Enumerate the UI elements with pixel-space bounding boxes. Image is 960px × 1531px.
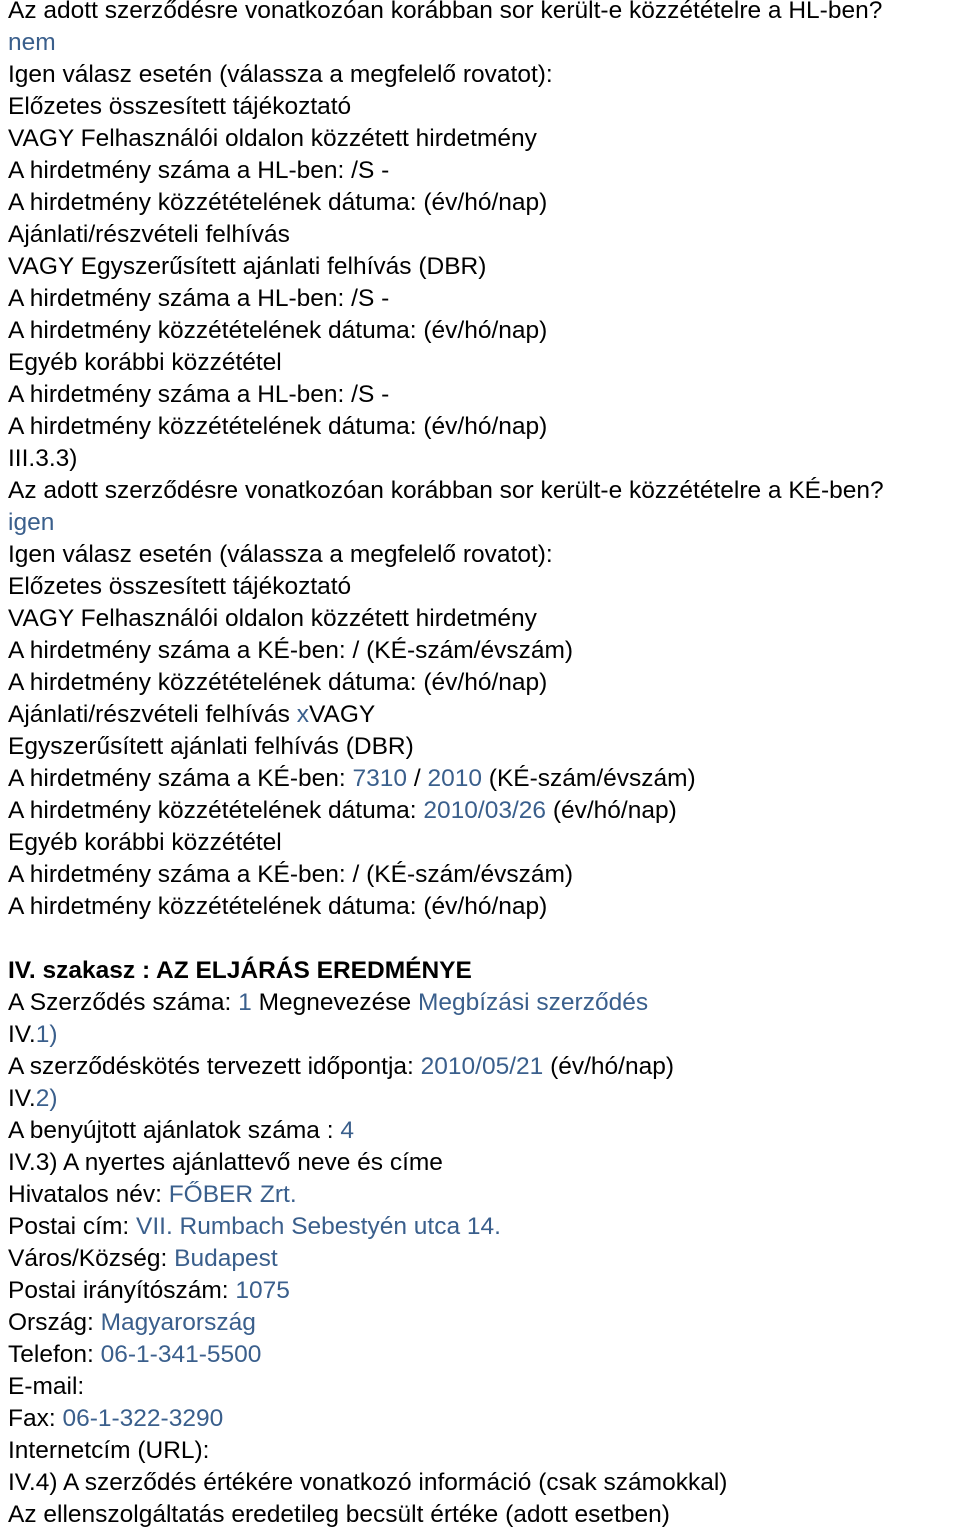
field-value: Magyarország [100, 1309, 256, 1336]
field-label: VAGY Felhasználói oldalon közzétett hirdetmény [8, 125, 537, 152]
text-line [8, 411, 960, 443]
field-value: x [296, 701, 309, 728]
field-label: Telefon: [8, 1341, 101, 1368]
field-label: Egyéb korábbi közzététel [8, 829, 282, 856]
section-heading: IV. szakasz : AZ ELJÁRÁS EREDMÉNYE [8, 957, 472, 984]
text-line [8, 1051, 960, 1083]
text-line [8, 539, 960, 571]
field-label: III.3.3) [8, 445, 78, 472]
field-label: A hirdetmény száma a HL-ben: /S - [8, 285, 390, 312]
field-label: A hirdetmény közzétételének dátuma: (év/hó/nap) [8, 669, 548, 696]
field-label: A szerződéskötés tervezett időpontja: [8, 1053, 421, 1080]
text-line [8, 347, 960, 379]
field-label: A hirdetmény közzétételének dátuma: [8, 797, 424, 824]
text-line [8, 283, 960, 315]
blank-line [8, 923, 960, 955]
text-line [8, 507, 960, 539]
field-label: A hirdetmény közzétételének dátuma: (év/hó/nap) [8, 893, 548, 920]
text-line [8, 635, 960, 667]
field-value: 2010/05/21 [420, 1053, 544, 1080]
field-value: VII. Rumbach Sebestyén utca 14. [135, 1213, 501, 1240]
text-line [8, 1467, 960, 1499]
field-value: Budapest [174, 1245, 278, 1272]
text-line [8, 955, 960, 987]
field-value: Megbízási szerződés [417, 989, 649, 1016]
field-label: Ajánlati/részvételi felhívás [8, 701, 297, 728]
text-line [8, 827, 960, 859]
field-value: 1 [238, 989, 252, 1016]
text-line [8, 155, 960, 187]
field-label: Előzetes összesített tájékoztató [8, 93, 352, 120]
field-value: 1) [35, 1021, 58, 1048]
field-label: Az ellenszolgáltatás eredetileg becsült értéke (adott esetben) [8, 1501, 670, 1528]
text-line [8, 1083, 960, 1115]
text-line [8, 1371, 960, 1403]
field-label: Egyéb korábbi közzététel [8, 349, 282, 376]
text-line [8, 571, 960, 603]
text-line [8, 27, 960, 59]
text-line [8, 763, 960, 795]
field-label: Igen válasz esetén (válassza a megfelelő rovatot): [8, 61, 553, 88]
field-label: A hirdetmény közzétételének dátuma: (év/hó/nap) [8, 413, 548, 440]
field-value: 06-1-322-3290 [62, 1405, 224, 1432]
text-line [8, 315, 960, 347]
field-label: A hirdetmény közzétételének dátuma: (év/hó/nap) [8, 189, 548, 216]
field-label: Igen válasz esetén (válassza a megfelelő rovatot): [8, 541, 553, 568]
field-value: 2010 [427, 765, 482, 792]
field-label: E-mail: [8, 1373, 85, 1400]
text-line [8, 1307, 960, 1339]
field-value: FŐBER Zrt. [168, 1181, 297, 1208]
field-label: VAGY Felhasználói oldalon közzétett hirdetmény [8, 605, 537, 632]
field-value: 06-1-341-5500 [100, 1341, 262, 1368]
text-line [8, 795, 960, 827]
text-line [8, 667, 960, 699]
field-label: VAGY Egyszerűsített ajánlati felhívás (DBR) [8, 253, 487, 280]
text-line [8, 1019, 960, 1051]
text-line [8, 219, 960, 251]
field-value: 2) [35, 1085, 58, 1112]
field-label: A hirdetmény száma a KÉ-ben: / (KÉ-szám/évszám) [8, 637, 574, 664]
field-label: (KÉ-szám/évszám) [481, 765, 696, 792]
text-line [8, 1275, 960, 1307]
field-value: igen [8, 509, 55, 536]
text-line [8, 603, 960, 635]
field-label: Megnevezése [251, 989, 418, 1016]
field-label: IV.3) A nyertes ajánlattevő neve és címe [8, 1149, 443, 1176]
field-value: 7310 [352, 765, 408, 792]
field-label: Postai irányítószám: [8, 1277, 236, 1304]
field-value: 1075 [235, 1277, 290, 1304]
text-line [8, 443, 960, 475]
text-line [8, 123, 960, 155]
text-line [8, 1435, 960, 1467]
text-line [8, 987, 960, 1019]
field-value: 4 [340, 1117, 354, 1144]
field-label: IV. [8, 1085, 36, 1112]
text-line [8, 1179, 960, 1211]
text-line [8, 1147, 960, 1179]
field-label: / [407, 765, 428, 792]
field-label: Az adott szerződésre vonatkozóan korábban sor került-e közzétételre a HL-ben? [8, 0, 883, 24]
field-label: Internetcím (URL): [8, 1437, 210, 1464]
field-label: A hirdetmény száma a HL-ben: /S - [8, 157, 390, 184]
text-line [8, 475, 960, 507]
field-label: A hirdetmény száma a HL-ben: /S - [8, 381, 390, 408]
text-line [8, 731, 960, 763]
text-line [8, 859, 960, 891]
text-line [8, 251, 960, 283]
field-label: Város/Község: [8, 1245, 175, 1272]
text-line [8, 0, 960, 27]
text-line [8, 1211, 960, 1243]
field-label: (év/hó/nap) [543, 1053, 675, 1080]
text-line [8, 1115, 960, 1147]
text-line [8, 1403, 960, 1435]
text-line [8, 891, 960, 923]
field-label: A hirdetmény közzétételének dátuma: (év/hó/nap) [8, 317, 548, 344]
field-label: VAGY [308, 701, 376, 728]
field-label: A hirdetmény száma a KÉ-ben: / (KÉ-szám/évszám) [8, 861, 574, 888]
field-label: Hivatalos név: [8, 1181, 169, 1208]
text-line [8, 59, 960, 91]
field-label: A hirdetmény száma a KÉ-ben: [8, 765, 353, 792]
field-label: Az adott szerződésre vonatkozóan korábban sor került-e közzétételre a KÉ-ben? [8, 477, 884, 504]
text-line [8, 187, 960, 219]
text-line [8, 1499, 960, 1531]
field-label: Egyszerűsített ajánlati felhívás (DBR) [8, 733, 414, 760]
text-line [8, 699, 960, 731]
field-label: IV.4) A szerződés értékére vonatkozó információ (csak számokkal) [8, 1469, 728, 1496]
text-line [8, 91, 960, 123]
field-value: nem [8, 29, 56, 56]
field-label: Fax: [8, 1405, 63, 1432]
field-label: Postai cím: [8, 1213, 136, 1240]
text-line [8, 379, 960, 411]
text-line [8, 1243, 960, 1275]
field-value: 2010/03/26 [423, 797, 547, 824]
field-label: A Szerződés száma: [8, 989, 239, 1016]
field-label: IV. [8, 1021, 36, 1048]
field-label: Ajánlati/részvételi felhívás [8, 221, 290, 248]
field-label: Ország: [8, 1309, 101, 1336]
field-label: Előzetes összesített tájékoztató [8, 573, 352, 600]
field-label: (év/hó/nap) [546, 797, 677, 824]
field-label: A benyújtott ajánlatok száma : [8, 1117, 341, 1144]
text-line [8, 1339, 960, 1371]
